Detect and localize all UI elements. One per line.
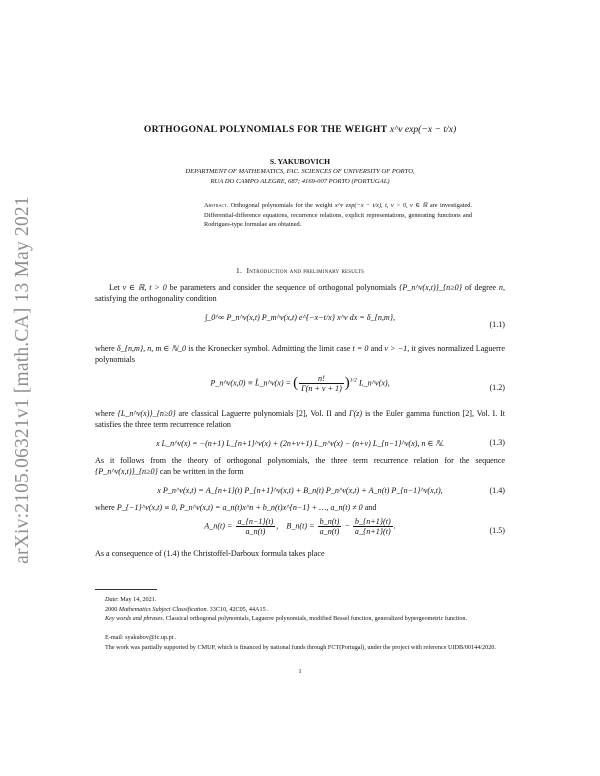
- section-heading: 1. Introduction and preliminary results: [235, 266, 365, 275]
- footnote-msc: 2000 Mathematics Subject Classification. 33C10, 42C05, 44A15 .: [105, 606, 269, 613]
- footnote-date: Date: May 14, 2021.: [105, 596, 157, 603]
- paragraph-christoffel: As a consequence of (1.4) the Christoffel-Darboux formula takes place: [95, 549, 325, 558]
- footnote-funding: The work was partially supported by CMUP, which is financed by national funds through FCT(Portugal), under the project with reference UIDB/00144/2020.: [105, 644, 496, 651]
- arxiv-identifier: arXiv:2105.06321v1 [math.CA] 13 May 2021: [12, 196, 33, 564]
- author-name: S. YAKUBOVICH: [269, 157, 331, 166]
- equation-1-3: x L_n^ν(x) = −(n+1) L_{n+1}^ν(x) + (2n+ν+1) L_n^ν(x) − (n+ν) L_{n−1}^ν(x), n ∈ ℕ. (1.3): [155, 438, 505, 448]
- footnote-rule: [95, 589, 157, 590]
- footnote-keywords: Key words and phrases. Classical orthogonal polynomials, Laguerre polynomials, modified Bessel function, generalized hypergeometric function.: [105, 615, 468, 622]
- paragraph-intro: Let ν ∈ ℝ, t > 0 be parameters and consider the sequence of orthogonal polynomials {P_n^ν(x,t)}_{n≥0} of degree n, satisfying the orthogonality condition: [95, 283, 505, 304]
- footnote-email: E-mail: syakubov@fc.up.pt .: [105, 634, 177, 641]
- page-number: 1: [298, 668, 302, 675]
- paragraph-kronecker: where δ_{n,m}, n, m ∈ ℕ_0 is the Kronecker symbol. Admitting the limit case t = 0 and ν > −1, it gives normalized Laguerre polynomials: [95, 344, 505, 365]
- paper-title: ORTHOGONAL POLYNOMIALS FOR THE WEIGHT x^ν exp(−x − t/x): [143, 124, 457, 135]
- paragraph-where: where P_{−1}^ν(x,t) ≡ 0, P_n^ν(x,t) = a_n(t)x^n + b_n(t)x^{n−1} + …, a_n(t) ≠ 0 and: [95, 503, 377, 512]
- abstract: Abstract. Orthogonal polynomials for the weight x^ν exp(−x − t/x), t, ν > 0, ν ∈ ℝ are investigated. Differential-difference equations, recurrence relations, explicit representations, generating functions and Rodrigues-type formulae are obtained.: [204, 202, 473, 229]
- paragraph-recurrence: As it follows from the theory of orthogonal polynomials, the three term recurrence relation for the sequence {P_n^ν(x,t)}_{n≥0} can be written in the form: [95, 456, 505, 477]
- equation-1-2: P_n^ν(x,0) ≡ L̃_n^ν(x) = ( $\frac{n!}{\Gamma(n + \nu + 1)}$ )$^{1/2}$ L_n^ν(x), (1.2): [210, 374, 505, 393]
- equation-1-5: A_n(t) = $\frac{a\_\{n-1\}(t)}{a\_n(t)}$ , B_n(t) = $\frac{b\_n(t)}{a\_n(t)}$ − $\frac{b\_\{n+1\}(t)}{a\_\{n+1\}(t)}$ . (1.5): [204, 517, 505, 536]
- paragraph-laguerre: where {L_n^ν(x)}_{n≥0} are classical Laguerre polynomials [2], Vol. II and Γ(z) is the Euler gamma function [2], Vol. I. It satisfies the three term recurrence relation: [95, 409, 506, 430]
- equation-1-4: x P_n^ν(x,t) = A_{n+1}(t) P_{n+1}^ν(x,t) + B_n(t) P_n^ν(x,t) + A_n(t) P_{n−1}^ν(x,t), (1.4): [157, 486, 505, 495]
- affiliation: DEPARTMENT OF MATHEMATICS, FAC. SCIENCES OF UNIVERSITY OF PORTO, RUA DO CAMPO ALEGRE, 687; 4169-007 PORTO (PORTUGAL): [185, 168, 415, 185]
- equation-1-1: ∫_0^∞ P_n^ν(x,t) P_m^ν(x,t) e^{−x−t/x} x^ν dx = δ_{n,m}, (1.1): [204, 313, 505, 329]
